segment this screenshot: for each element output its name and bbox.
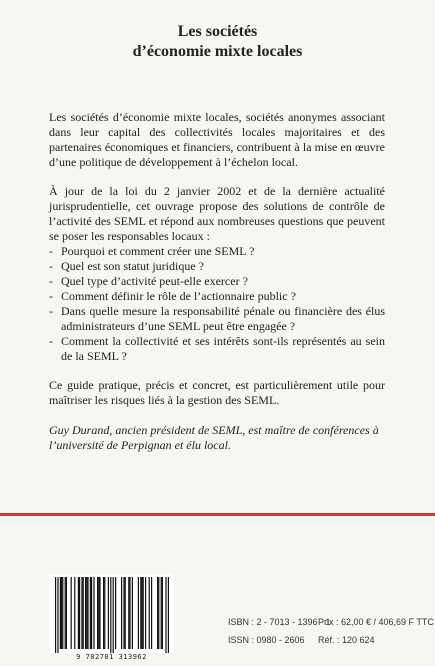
barcode-bar xyxy=(78,577,79,649)
barcode-bar xyxy=(125,577,126,649)
question-text: Pourquoi et comment créer une SEML ? xyxy=(61,244,255,258)
barcode-bar xyxy=(162,577,163,649)
list-item xyxy=(49,259,385,274)
title-line-1: Les sociétés xyxy=(177,23,258,40)
issn-label: ISSN : 0980 - 2606 xyxy=(228,635,305,645)
barcode-bar xyxy=(93,577,94,649)
barcode-bar xyxy=(98,577,99,649)
barcode-bar xyxy=(165,577,166,653)
barcode-bar xyxy=(104,577,105,649)
barcode-bar xyxy=(74,577,75,649)
guide-paragraph: Ce guide pratique, précis et concret, est particulièrement utile pour maîtriser les risques liés à la gestion des SEML. xyxy=(49,378,385,407)
barcode-bar xyxy=(140,577,141,649)
barcode-bar xyxy=(161,577,162,649)
barcode-bar xyxy=(103,577,104,649)
barcode-bar xyxy=(115,577,116,649)
barcode-bar xyxy=(86,577,87,649)
barcode-bar xyxy=(61,577,62,649)
barcode-bar xyxy=(110,577,111,653)
barcode-bar xyxy=(60,577,61,649)
title-line-2: d’économie mixte locales xyxy=(132,43,303,60)
barcode-bar xyxy=(55,577,56,653)
dash-bullet: - xyxy=(49,289,53,303)
list-item xyxy=(49,304,385,334)
barcode-bar xyxy=(57,577,58,653)
lead-paragraph: À jour de la loi du 2 janvier 2002 et de la dernière actualité jurisprudentielle, cet ouvrage propose des solutions de contrôle de l’activité des SEML et répond aux nombreuses questions que peuvent se poser les responsables locaux : xyxy=(49,184,385,243)
list-item xyxy=(49,334,385,364)
back-cover-text xyxy=(49,110,385,453)
list-item xyxy=(49,289,385,304)
barcode-bar xyxy=(123,577,124,649)
barcode-bar xyxy=(62,577,63,649)
barcode-bar xyxy=(113,577,114,653)
intro-paragraph: Les sociétés d’économie mixte locales, sociétés anonymes associant dans leur capital des collectivités locales majoritaires et des partenaires économiques et financiers, contribuent à la mise en œuvre d’une politique de développement à l’échelon local. xyxy=(49,110,385,169)
barcode-bar xyxy=(151,577,152,649)
dash-bullet: - xyxy=(49,259,53,273)
barcode-bar xyxy=(83,577,84,649)
barcode-bar xyxy=(149,577,150,649)
barcode-bar xyxy=(128,577,129,649)
barcode-bar xyxy=(85,577,86,649)
question-text: Quel est son statut juridique ? xyxy=(61,259,204,273)
list-item xyxy=(49,244,385,259)
dash-bullet: - xyxy=(49,334,53,348)
barcode-bar xyxy=(158,577,159,649)
barcode-bar xyxy=(91,577,92,649)
question-text: Comment définir le rôle de l’actionnaire public ? xyxy=(61,289,296,303)
red-divider xyxy=(0,513,435,516)
barcode-bar xyxy=(71,577,72,649)
barcode-bar xyxy=(157,577,158,649)
price-label: Prix : 62,00 € / 406,69 F TTC xyxy=(318,617,434,627)
barcode-bar xyxy=(99,577,100,649)
barcode-bar xyxy=(168,577,169,653)
dash-bullet: - xyxy=(49,304,53,318)
barcode-bar xyxy=(66,577,67,649)
barcode-bar xyxy=(132,577,133,649)
barcode-bar xyxy=(138,577,139,649)
barcode-bars xyxy=(49,574,174,653)
dash-bullet: - xyxy=(49,244,53,258)
reference-label: Réf. : 120 624 xyxy=(318,635,375,645)
barcode-bar xyxy=(143,577,144,649)
barcode-bar xyxy=(90,577,91,649)
barcode-bar xyxy=(65,577,66,649)
barcode-bar xyxy=(87,577,88,649)
barcode-bar xyxy=(141,577,142,649)
book-title xyxy=(0,22,435,62)
question-list xyxy=(49,244,385,364)
author-bio: Guy Durand, ancien président de SEML, est maître de conférences à l’université de Perpignan et élu local. xyxy=(49,423,379,452)
list-item xyxy=(49,274,385,289)
barcode-bar xyxy=(121,577,122,649)
barcode-bar xyxy=(81,577,82,649)
dash-bullet: - xyxy=(49,274,53,288)
barcode-bar xyxy=(97,577,98,649)
question-text: Dans quelle mesure la responsabilité pénale ou financière des élus administrateurs d’une SEML peut être engagée ? xyxy=(61,304,385,333)
barcode-digits: 9 782701 313962 xyxy=(76,653,147,661)
barcode-bar xyxy=(129,577,130,649)
isbn-label: ISBN : 2 - 7013 - 1396 - 1 xyxy=(228,617,331,627)
barcode-bar xyxy=(108,577,109,649)
barcode xyxy=(49,574,174,653)
barcode-bar xyxy=(79,577,80,649)
barcode-bar xyxy=(145,577,146,649)
question-text: Quel type d’activité peut-elle exercer ? xyxy=(61,274,248,288)
question-text: Comment la collectivité et ses intérêts sont-ils représentés au sein de la SEML ? xyxy=(61,334,385,363)
